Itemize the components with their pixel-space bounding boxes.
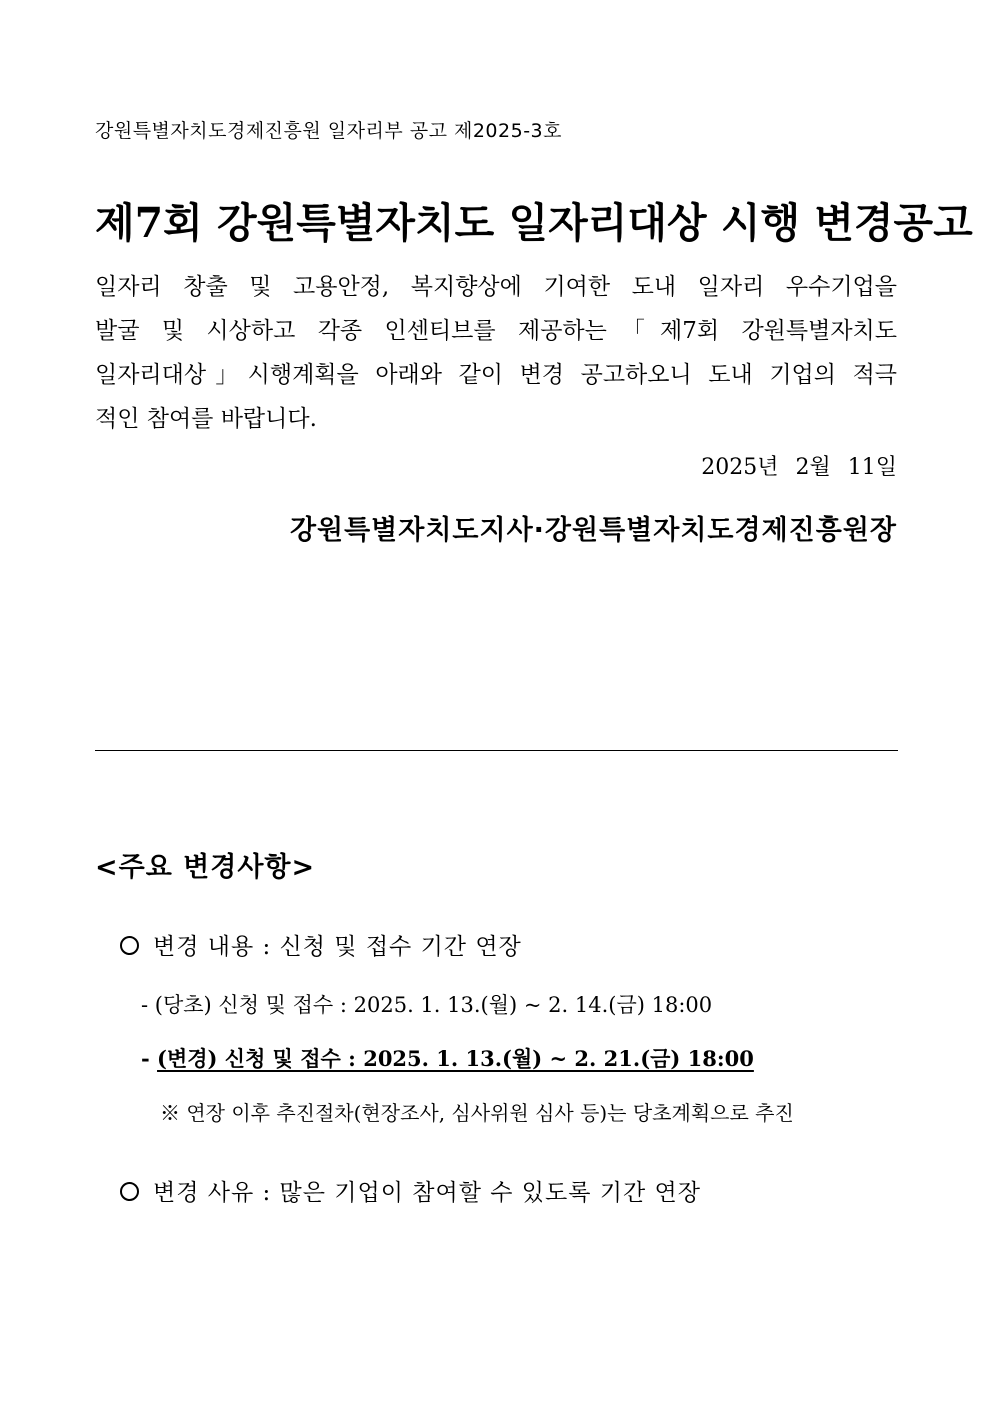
issuer-signature: 강원특별자치도지사·강원특별자치도경제진흥원장: [289, 515, 897, 546]
page-title: 제7회 강원특별자치도 일자리대상 시행 변경공고: [95, 199, 973, 247]
announcement-date: 2025년 2월 11일: [701, 455, 897, 480]
change-reason-row: [120, 1174, 701, 1207]
circle-bullet-icon: [120, 1182, 139, 1201]
section-heading: <주요 변경사항>: [95, 852, 316, 883]
changed-period-text: (변경) 신청 및 접수 : 2025. 1. 13.(월) ~ 2. 21.(금) 18:00: [157, 1046, 754, 1071]
change-reason-label: 변경 사유 : 많은 기업이 참여할 수 있도록 기간 연장: [153, 1180, 701, 1206]
body-line-2: 발굴 및 시상하고 각종 인센티브를 제공하는「제7회 강원특별자치도: [95, 318, 897, 344]
original-period-text: (당초) 신청 및 접수 : 2025. 1. 13.(월) ~ 2. 14.(금) 18:00: [154, 993, 713, 1017]
changed-period-row: [141, 1043, 754, 1073]
circle-bullet-icon: [120, 936, 139, 955]
procedure-note: ※ 연장 이후 추진절차(현장조사, 심사위원 심사 등)는 당초계획으로 추진: [160, 1101, 794, 1125]
document-number: 강원특별자치도경제진흥원 일자리부 공고 제2025-3호: [95, 120, 562, 142]
change-content-label: 변경 내용 : 신청 및 접수 기간 연장: [153, 934, 522, 960]
dash-marker: -: [141, 993, 155, 1017]
body-line-3: 일자리대상」시행계획을 아래와 같이 변경 공고하오니 도내 기업의 적극: [95, 362, 897, 388]
body-line-4: 적인 참여를 바랍니다.: [95, 406, 317, 432]
body-line-1: 일자리 창출 및 고용안정, 복지향상에 기여한 도내 일자리 우수기업을: [95, 274, 897, 300]
original-period-row: [141, 989, 712, 1019]
change-content-row: [120, 928, 522, 961]
dash-marker: -: [141, 1046, 158, 1071]
section-divider: [95, 750, 898, 751]
